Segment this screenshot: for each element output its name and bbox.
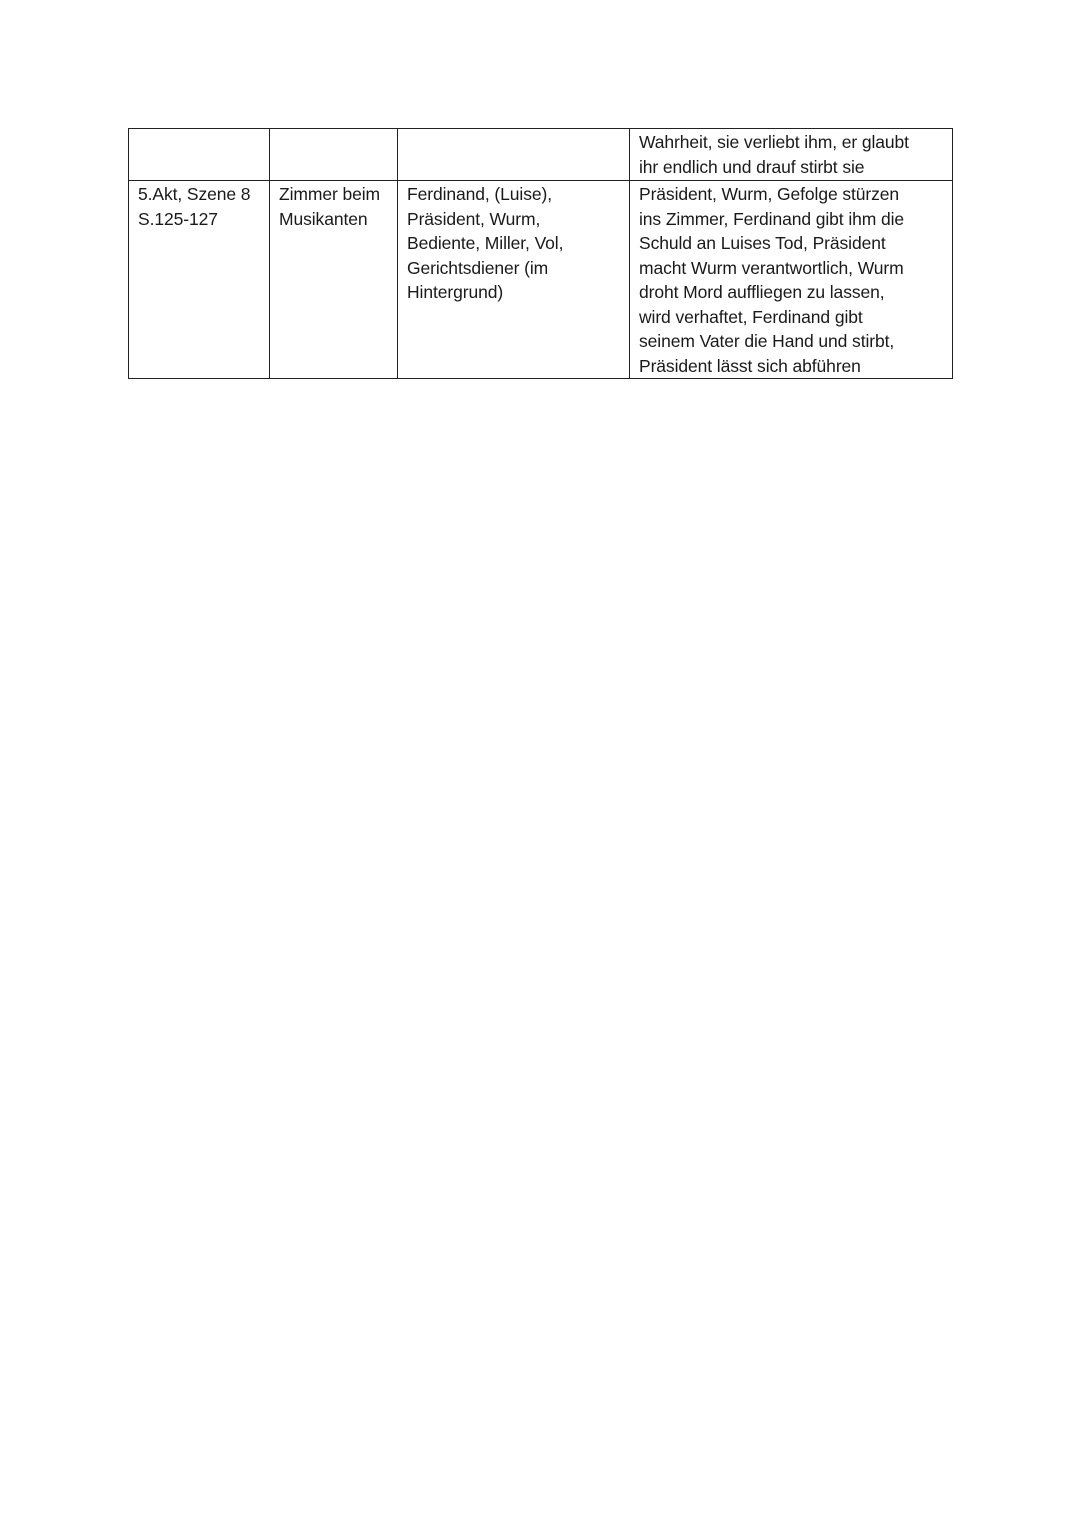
location-cell: Zimmer beim Musikanten xyxy=(270,181,398,379)
content-cell: Wahrheit, sie verliebt ihm, er glaubt ihr endlich und drauf stirbt sie xyxy=(630,129,953,181)
characters-cell: Ferdinand, (Luise), Präsident, Wurm, Bediente, Miller, Vol, Gerichtsdiener (im Hintergrund) xyxy=(398,181,630,379)
table-row xyxy=(129,181,953,379)
content-cell: Präsident, Wurm, Gefolge stürzen ins Zimmer, Ferdinand gibt ihm die Schuld an Luises Tod, Präsident macht Wurm verantwortlich, Wurm droht Mord auffliegen zu lassen, wird verhaftet, Ferdinand gibt seinem Vater die Hand und stirbt, Präsident lässt sich abführen xyxy=(630,181,953,379)
scene-table xyxy=(128,128,953,379)
location-cell xyxy=(270,129,398,181)
table-row xyxy=(129,129,953,181)
act-scene-cell xyxy=(129,129,270,181)
characters-cell xyxy=(398,129,630,181)
act-scene-cell: 5.Akt, Szene 8 S.125-127 xyxy=(129,181,270,379)
